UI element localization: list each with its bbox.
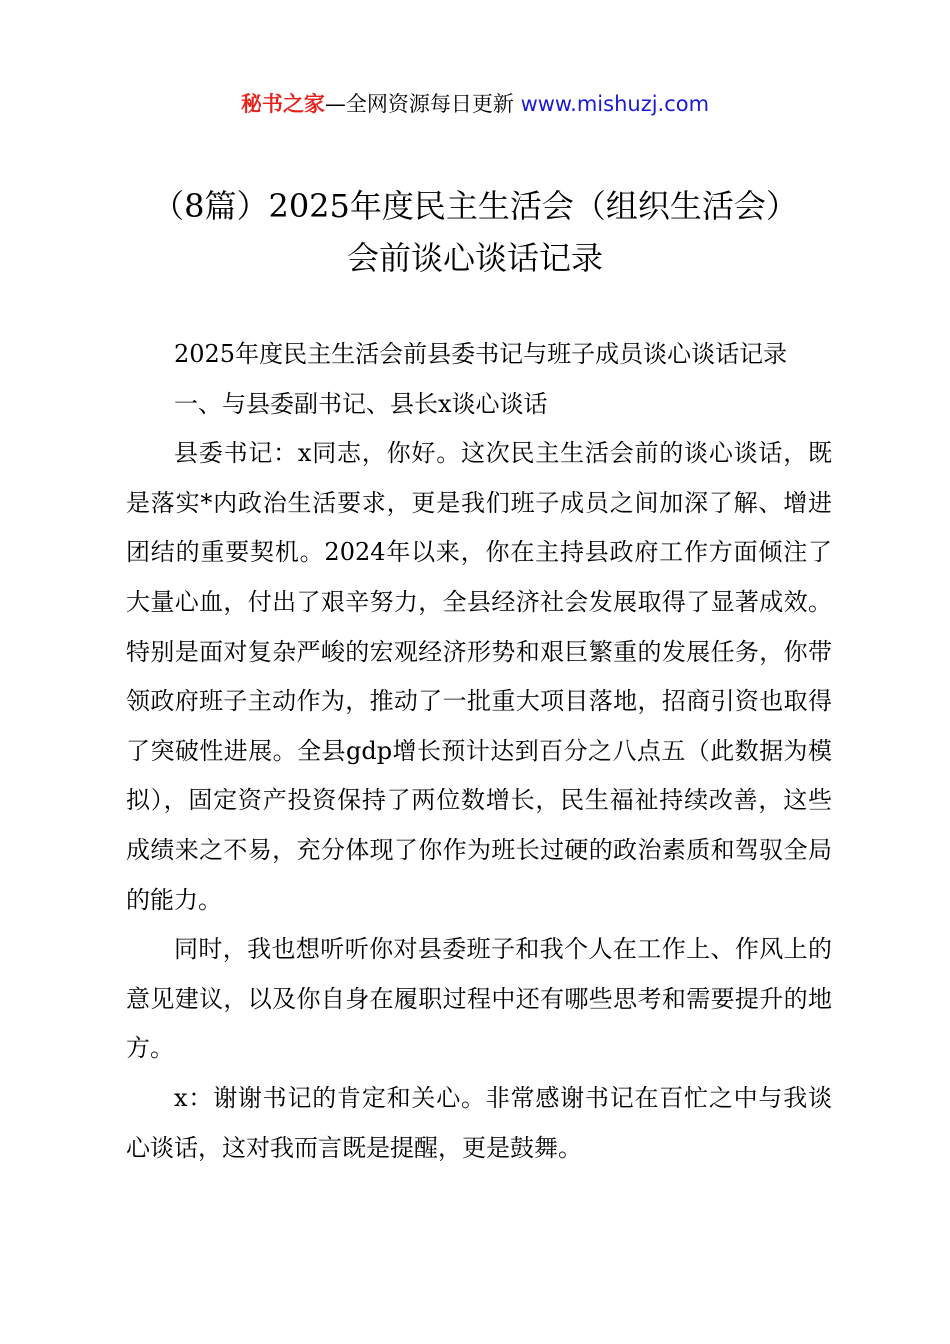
document-subtitle: 2025年度民主生活会前县委书记与班子成员谈心谈话记录 xyxy=(174,340,788,368)
document-title xyxy=(60,180,890,284)
document-body xyxy=(126,330,832,1173)
header-tagline: —全网资源每日更新 xyxy=(324,92,514,116)
body-paragraph: 县委书记：x同志，你好。这次民主生活会前的谈心谈话，既是落实*内政治生活要求，更是我们班子成员之间加深了解、增进团结的重要契机。2024年以来，你在主持县政府工作方面倾注了大量心血，付出了艰辛努力，全县经济社会发展取得了显著成效。特别是面对复杂严峻的宏观经济形势和艰巨繁重的发展任务，你带领政府班子主动作为，推动了一批重大项目落地，招商引资也取得了突破性进展。全县gdp增长预计达到百分之八点五（此数据为模拟），固定资产投资保持了两位数增长，民生福祉持续改善，这些成绩来之不易，充分体现了你作为班长过硬的政治素质和驾驭全局的能力。 xyxy=(126,439,832,914)
site-header xyxy=(0,88,950,120)
brand-name: 秘书之家 xyxy=(240,92,325,116)
title-line-2: 会前谈心谈话记录 xyxy=(346,239,603,277)
body-paragraph: x：谢谢书记的肯定和关心。非常感谢书记在百忙之中与我谈心谈话，这对我而言既是提醒，更是鼓舞。 xyxy=(126,1083,832,1162)
body-paragraph: 同时，我也想听听你对县委班子和我个人在工作上、作风上的意见建议，以及你自身在履职过程中还有哪些思考和需要提升的地方。 xyxy=(126,935,832,1063)
section-heading-1: 一、与县委副书记、县长x谈心谈话 xyxy=(174,389,548,418)
title-line-1: （8篇）2025年度民主生活会（组织生活会） xyxy=(152,187,798,225)
site-url-link[interactable]: www.mishuzj.com xyxy=(520,92,710,116)
